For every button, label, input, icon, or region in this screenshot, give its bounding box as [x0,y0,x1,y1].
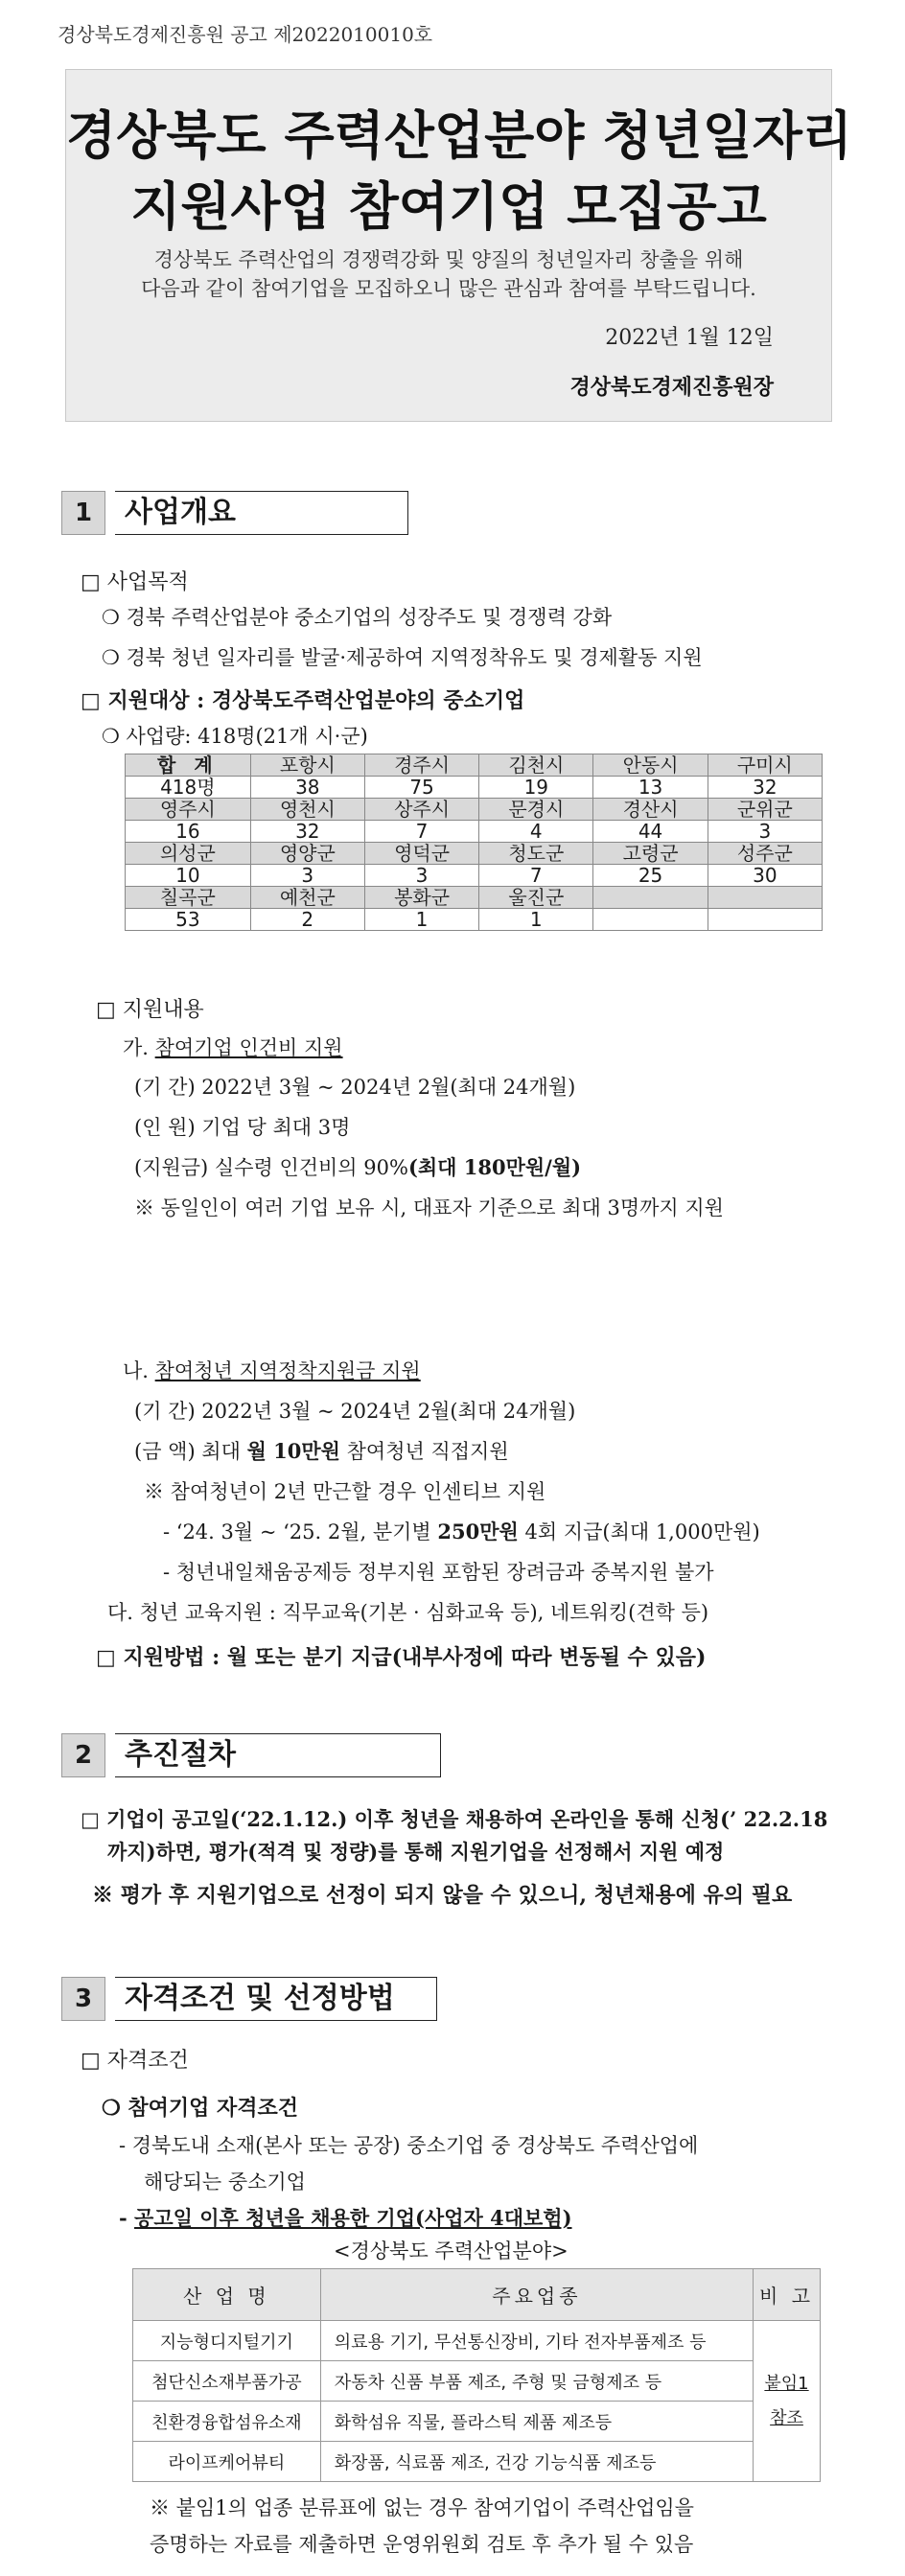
quota-cell: 3 [250,865,364,887]
procedure-line-2: 까지)하면, 평가(적격 및 정량)를 통해 지원기업을 선정해서 지원 예정 [107,1840,725,1864]
quota-cell: 32 [708,777,822,799]
procedure-note: ※ 평가 후 지원기업으로 선정이 되지 않을 수 있으니, 청년채용에 유의 필요 [92,1883,793,1908]
header-main-business: 주요업종 [320,2269,753,2321]
industry-business: 자동차 신품 부품 제조, 주형 및 금형제조 등 [320,2361,753,2402]
quota-cell: 영주시 [126,799,251,821]
quota-cell: 7 [364,821,478,843]
title-line-1: 경상북도 주력산업분야 청년일자리 [66,105,853,166]
industry-remarks [754,2321,821,2482]
quota-header-row [126,754,823,777]
support-a-period: (기 간) 2022년 3월 ~ 2024년 2월(최대 24개월) [134,1076,576,1099]
section-1-title: 사업개요 [115,491,408,535]
quota-cell: 75 [364,777,478,799]
quota-cell: 경산시 [593,799,708,821]
footnote-line-1: ※ 붙임1의 업종 분류표에 없는 경우 참여기업이 주력산업임을 [150,2496,694,2519]
quota-value-row [126,777,823,799]
purpose-heading: □ 사업목적 [81,570,189,594]
quota-header-row [126,843,823,865]
header-remarks: 비 고 [754,2269,821,2321]
eligibility-sub: ❍ 참여기업 자격조건 [102,2096,299,2121]
quota-value-row [126,821,823,843]
industry-table-caption: <경상북도 주력산업분야> [334,2239,569,2263]
industry-business: 화장품, 식료품 제조, 건강 기능식품 제조등 [320,2442,753,2482]
header-industry: 산 업 명 [133,2269,321,2321]
quota-cell: 고령군 [593,843,708,865]
quota-cell: 30 [708,865,822,887]
quota-value-row [126,909,823,931]
table-row [133,2402,821,2442]
quota-cell: 38 [250,777,364,799]
industry-business: 화학섬유 직물, 플라스틱 제품 제조등 [320,2402,753,2442]
support-method: □ 지원방법 : 월 또는 분기 지급(내부사정에 따라 변동될 수 있음) [96,1645,707,1670]
support-b-amount-post: 참여청년 직접지원 [339,1440,509,1463]
support-b-amount-pre: (금 액) 최대 [134,1440,247,1463]
remarks-line-1: 붙임1 [764,2373,809,2394]
support-b-sub-1 [163,1517,760,1545]
industry-table-header [133,2269,821,2321]
title-line-2: 지원사업 참여기업 모집공고 [130,176,767,237]
support-b-sub-1-pre: - ‘24. 3월 ~ ‘25. 2월, 분기별 [163,1520,438,1543]
intro-line-1: 경상북도 주력산업의 경쟁력강화 및 양질의 청년일자리 창출을 위해 [153,248,744,271]
quota-cell: 봉화군 [364,887,478,909]
quota-cell: 418명 [126,777,251,799]
table-row [133,2321,821,2361]
quota-cell [708,909,822,931]
industry-name: 첨단신소재부품가공 [133,2361,321,2402]
industry-business: 의료용 기기, 무선통신장비, 기타 전자부품제조 등 [320,2321,753,2361]
quota-cell: 합 계 [126,754,251,777]
support-b-sub-1-amount: 250만원 [437,1520,519,1543]
condition-2 [119,2203,572,2232]
quota-cell: 청도군 [479,843,593,865]
table-row [133,2442,821,2482]
quota-cell: 44 [593,821,708,843]
section-2-title: 추진절차 [115,1733,441,1777]
quota-cell: 울진군 [479,887,593,909]
support-a-title: 참여기업 인건비 지원 [154,1036,343,1059]
quota-cell: 7 [479,865,593,887]
quota-cell: 구미시 [708,754,822,777]
quota-cell [593,887,708,909]
intro-line-2: 다음과 같이 참여기업을 모집하오니 많은 관심과 참여를 부탁드립니다. [141,277,756,300]
quota-label: ❍ 사업량: 418명(21개 시·군) [102,725,368,748]
section-1-number: 1 [61,491,105,535]
notice-number: 경상북도경제진흥원 공고 제2022010010호 [58,23,433,46]
quota-cell: 칠곡군 [126,887,251,909]
quota-cell [708,887,822,909]
quota-header-row [126,887,823,909]
support-b-period: (기 간) 2022년 3월 ~ 2024년 2월(최대 24개월) [134,1400,576,1423]
quota-cell: 영양군 [250,843,364,865]
target-heading: □ 지원대상 : 경상북도주력산업분야의 중소기업 [81,688,525,713]
support-b-sub-1-post: 4회 지급(최대 1,000만원) [518,1520,760,1543]
quota-cell: 3 [364,865,478,887]
quota-cell: 53 [126,909,251,931]
quota-cell: 32 [250,821,364,843]
support-a-prefix: 가. [123,1036,155,1059]
footnote-line-2: 증명하는 자료를 제출하면 운영위원회 검토 후 추가 될 수 있음 [150,2533,694,2556]
eligibility-heading: □ 자격조건 [81,2049,189,2073]
quota-cell: 의성군 [126,843,251,865]
quota-cell: 군위군 [708,799,822,821]
industry-table [132,2268,821,2482]
quota-cell: 영덕군 [364,843,478,865]
quota-cell: 16 [126,821,251,843]
support-b-amount [134,1436,509,1465]
quota-cell: 문경시 [479,799,593,821]
support-a-persons: (인 원) 기업 당 최대 3명 [134,1116,351,1139]
quota-cell: 4 [479,821,593,843]
remarks-line-2: 참조 [770,2407,803,2428]
table-row [133,2361,821,2402]
industry-name: 라이프케어뷰티 [133,2442,321,2482]
section-3-title: 자격조건 및 선정방법 [115,1977,437,2021]
quota-cell: 예천군 [250,887,364,909]
quota-cell: 영천시 [250,799,364,821]
issuer: 경상북도경제진흥원장 [569,375,774,400]
section-2-number: 2 [61,1733,105,1777]
quota-cell: 3 [708,821,822,843]
quota-cell: 상주시 [364,799,478,821]
purpose-item-1: ❍ 경북 주력산업분야 중소기업의 성장주도 및 경쟁력 강화 [102,606,613,629]
quota-cell: 25 [593,865,708,887]
quota-cell [593,909,708,931]
support-a-amount [134,1152,581,1181]
quota-cell: 10 [126,865,251,887]
quota-value-row [126,865,823,887]
procedure-line-1: □ 기업이 공고일(‘22.1.12.) 이후 청년을 채용하여 온라인을 통해 신청(’ 22.2.18 [81,1807,828,1831]
support-heading: □ 지원내용 [96,998,204,1022]
announcement-date: 2022년 1월 12일 [605,326,774,350]
support-b-title: 참여청년 지역정착지원금 지원 [154,1359,421,1382]
quota-cell: 성주군 [708,843,822,865]
quota-cell: 안동시 [593,754,708,777]
support-b-heading [123,1356,421,1384]
quota-cell: 경주시 [364,754,478,777]
purpose-item-2: ❍ 경북 청년 일자리를 발굴·제공하여 지역정착유도 및 경제활동 지원 [102,646,703,669]
condition-2-dash: - [119,2206,135,2230]
industry-name: 친환경융합섬유소재 [133,2402,321,2442]
support-c-line: 다. 청년 교육지원 : 직무교육(기본 · 심화교육 등), 네트워킹(견학 등) [107,1601,709,1624]
support-b-amount-value: 월 10만원 [246,1439,340,1463]
support-a-note: ※ 동일인이 여러 기업 보유 시, 대표자 기준으로 최대 3명까지 지원 [134,1196,724,1219]
title-box [65,69,853,422]
quota-cell: 1 [479,909,593,931]
support-a-heading [123,1033,343,1061]
quota-cell: 19 [479,777,593,799]
condition-2-text: 공고일 이후 청년을 채용한 기업(사업자 4대보험) [134,2206,572,2230]
support-b-note: ※ 참여청년이 2년 만근할 경우 인센티브 지원 [144,1480,546,1503]
section-3-number: 3 [61,1977,105,2021]
quota-cell: 13 [593,777,708,799]
quota-header-row [126,799,823,821]
industry-name: 지능형디지털기기 [133,2321,321,2361]
quota-cell: 2 [250,909,364,931]
support-a-amount-max: (최대 180만원/월) [407,1155,582,1179]
quota-cell: 1 [364,909,478,931]
support-b-sub-2: - 청년내일채움공제등 정부지원 포함된 장려금과 중복지원 불가 [163,1561,714,1584]
condition-1-line-2: 해당되는 중소기업 [144,2170,306,2193]
quota-table [125,754,823,931]
support-b-prefix: 나. [123,1359,155,1382]
quota-cell: 김천시 [479,754,593,777]
quota-cell: 포항시 [250,754,364,777]
condition-1-line-1: - 경북도내 소재(본사 또는 공장) 중소기업 중 경상북도 주력산업에 [119,2134,699,2157]
support-a-amount-text: (지원금) 실수령 인건비의 90% [134,1156,408,1179]
